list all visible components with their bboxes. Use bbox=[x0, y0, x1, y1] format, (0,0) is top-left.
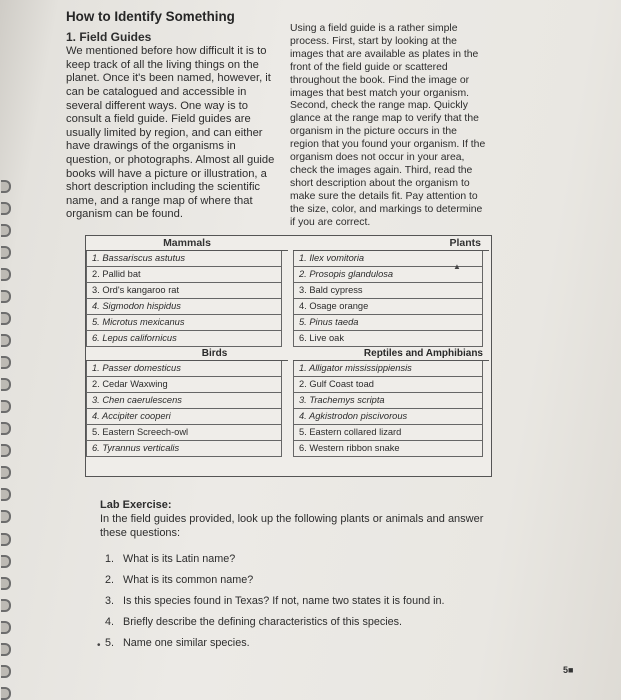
right-paragraph: Using a field guide is a rather simple process. First, start by looking at the images that are available as plates in the front of the field guide or scattered throughout the book. Find the image or images that best match your organism. Second, check the range map. Quickly glance at the range map to verify that the organism in the picture occurs in the region that you found your organism. If the organism does not occur in your area, check the images again. Third, read the short description about the organism to make sure the details fit. Pay attention to the size, color, and markings to determine if you are correct. bbox=[290, 23, 486, 228]
table-row: 5. Eastern collared lizard bbox=[293, 425, 483, 441]
table-row: 5. Eastern Screech-owl bbox=[86, 425, 282, 441]
table-row: 1. Alligator mississippiensis bbox=[293, 361, 483, 377]
table-row: 4. Agkistrodon piscivorous bbox=[293, 409, 483, 425]
left-column bbox=[66, 10, 284, 222]
lab-intro: In the field guides provided, look up the following plants or animals and answer these questions: bbox=[100, 513, 484, 539]
list-item bbox=[100, 594, 510, 608]
mammals-header: Mammals bbox=[86, 236, 288, 251]
page-heading: How to Identify Something bbox=[66, 9, 235, 24]
list-item bbox=[100, 552, 510, 566]
table-row: 4. Osage orange bbox=[293, 299, 483, 315]
birds-header: Birds bbox=[86, 347, 288, 361]
question-text: Name one similar species. bbox=[123, 637, 250, 649]
table-row: 2. Gulf Coast toad bbox=[293, 377, 483, 393]
table-row: 3. Chen caerulescens bbox=[86, 393, 282, 409]
table-row: 6. Lepus californicus bbox=[86, 331, 282, 347]
question-text: What is its common name? bbox=[123, 574, 254, 586]
list-item bbox=[100, 573, 510, 587]
table-row: 1. Passer domesticus bbox=[86, 361, 282, 377]
table-row: 2. Pallid bat bbox=[86, 267, 282, 283]
page-number: 5■ bbox=[563, 665, 574, 675]
right-column bbox=[290, 23, 488, 230]
list-item bbox=[100, 636, 510, 650]
table-row: 5. Microtus mexicanus bbox=[86, 315, 282, 331]
left-paragraph: We mentioned before how difficult it is to keep track of all the living things on the planet. Once it's been named, however, it can be catalogued and accessible in several different ways. One way is to consult a field guide. Field guides are usually limited by region, and can either have drawings of the organisms in question, or photographs. Almost all guide books will have a picture or illustration, a short description including the scientific name, and a range map of where that organism can be found. bbox=[66, 45, 275, 221]
cursor-mark-icon: ▲ bbox=[453, 262, 461, 271]
table-row: 6. Western ribbon snake bbox=[293, 441, 483, 457]
question-number: 3. bbox=[105, 595, 115, 607]
lab-title: Lab Exercise: bbox=[100, 499, 172, 511]
table-row: 4. Accipiter cooperi bbox=[86, 409, 282, 425]
list-item bbox=[100, 615, 510, 629]
table-left-column bbox=[86, 236, 288, 457]
reptiles-header: Reptiles and Amphibians bbox=[293, 347, 489, 361]
table-row: 3. Ord's kangaroo rat bbox=[86, 283, 282, 299]
question-text: What is its Latin name? bbox=[123, 553, 236, 565]
table-row: 2. Prosopis glandulosa bbox=[293, 267, 483, 283]
table-row: 1. Bassariscus astutus bbox=[86, 251, 282, 267]
table-row: 5. Pinus taeda bbox=[293, 315, 483, 331]
table-row: 3. Bald cypress bbox=[293, 283, 483, 299]
spiral-binding bbox=[0, 180, 14, 700]
bullet-dot-icon: • bbox=[97, 640, 101, 651]
question-text: Is this species found in Texas? If not, name two states it is found in. bbox=[123, 595, 445, 607]
table-row: 1. Ilex vomitoria bbox=[293, 251, 483, 267]
table-row: 4. Sigmodon hispidus bbox=[86, 299, 282, 315]
species-table bbox=[85, 235, 492, 477]
section-title: 1. Field Guides bbox=[66, 29, 152, 44]
question-number: 1. bbox=[105, 553, 115, 565]
table-row: 2. Cedar Waxwing bbox=[86, 377, 282, 393]
question-text: Briefly describe the defining characteristics of this species. bbox=[123, 616, 403, 628]
table-row: 6. Tyrannus verticalis bbox=[86, 441, 282, 457]
question-number: 5. bbox=[105, 637, 115, 649]
table-row: 6. Live oak bbox=[293, 331, 483, 347]
lab-exercise bbox=[100, 498, 510, 650]
question-number: 4. bbox=[105, 616, 115, 628]
table-row: 3. Trachemys scripta bbox=[293, 393, 483, 409]
plants-header: Plants bbox=[293, 236, 489, 251]
question-number: 2. bbox=[105, 574, 115, 586]
